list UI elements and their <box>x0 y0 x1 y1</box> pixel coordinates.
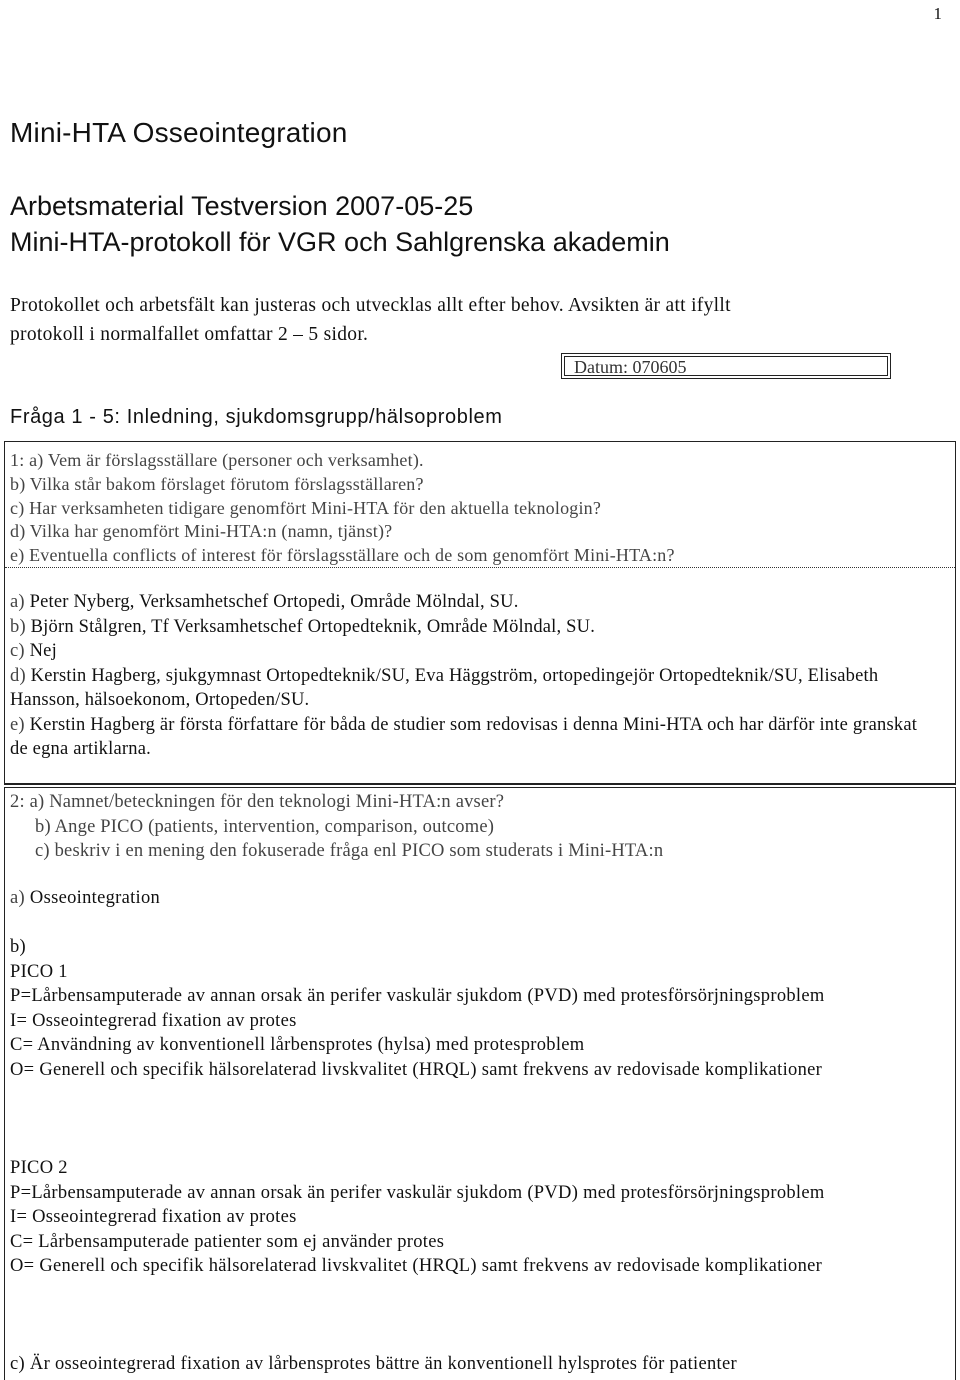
pico-1-population: P=Lårbensamputerade av annan orsak än perifer vaskulär sjukdom (PVD) med protesförsörjningsproblem <box>10 986 825 1006</box>
answer-1d-label: d) <box>10 665 26 686</box>
intro-line-2: protokoll i normalfallet omfattar 2 – 5 sidor. <box>10 324 369 345</box>
pico-1-intervention: I= Osseointegrerad fixation av protes <box>10 1010 297 1031</box>
pico-2-comparison: C= Lårbensamputerade patienter som ej använder protes <box>10 1231 445 1252</box>
answer-1b-label: b) <box>10 616 26 637</box>
answer-1b-text: Björn Stålgren, Tf Verksamhetschef Ortopedteknik, Område Mölndal, SU. <box>30 616 596 637</box>
document-subtitle-line2: Mini-HTA-protokoll för VGR och Sahlgrenska akademin <box>10 227 670 257</box>
pico-1-outcome: O= Generell och specifik hälsorelaterad livskvalitet (HRQL) samt frekvens av redovisade komplikationer <box>10 1059 823 1080</box>
answer-2c-label: c) <box>10 1354 25 1374</box>
question-2b: b) Ange PICO (patients, intervention, comparison, outcome) <box>35 816 495 837</box>
section-heading: Fråga 1 - 5: Inledning, sjukdomsgrupp/hälsoproblem <box>10 406 503 428</box>
pico-1-comparison: C= Användning av konventionell lårbensprotes (hylsa) med protesproblem <box>10 1035 585 1055</box>
answer-1c-label: c) <box>10 641 25 661</box>
question-2a: 2: a) Namnet/beteckningen för den teknologi Mini-HTA:n avser? <box>10 792 505 812</box>
pico-2-outcome: O= Generell och specifik hälsorelaterad livskvalitet (HRQL) samt frekvens av redovisade komplikationer <box>10 1256 823 1276</box>
question-2-prompt <box>10 790 663 864</box>
question-1d: d) Vilka har genomfört Mini-HTA:n (namn, tjänst)? <box>10 521 393 542</box>
question-2-table <box>4 787 956 1380</box>
question-1c: c) Har verksamheten tidigare genomfört Mini-HTA för den aktuella teknologin? <box>10 497 602 518</box>
question-1-prompt <box>10 449 675 568</box>
answer-1a-label: a) <box>10 592 25 612</box>
question-1b: b) Vilka står bakom förslaget förutom förslagsställaren? <box>10 473 424 494</box>
pico-1-heading: PICO 1 <box>10 961 68 982</box>
answer-1e-text: Kerstin Hagberg är första författare för båda de studier som redovisas i denna Mini-HTA och har därför inte granskat de egna artiklarna. <box>10 714 918 759</box>
answer-1a <box>10 590 930 615</box>
date-box <box>561 353 891 379</box>
answer-1e <box>10 713 930 762</box>
answer-2a-text: Osseointegration <box>29 888 161 908</box>
answer-1c <box>10 639 930 664</box>
pico-2-population: P=Lårbensamputerade av annan orsak än perifer vaskulär sjukdom (PVD) med protesförsörjningsproblem <box>10 1182 825 1203</box>
pico-2-heading: PICO 2 <box>10 1158 68 1178</box>
intro-line-1: Protokollet och arbetsfält kan justeras och utvecklas allt efter behov. Avsikten är att ifyllt <box>10 295 731 316</box>
answer-2a-label: a) <box>10 888 25 908</box>
pico-2 <box>10 1156 940 1279</box>
answer-1c-text: Nej <box>29 641 57 661</box>
question-1e: e) Eventuella conflicts of interest för förslagsställare och de som genomfört Mini-HTA:n? <box>10 545 675 566</box>
answer-1e-label: e) <box>10 714 25 735</box>
page-number: 1 <box>933 4 942 23</box>
document-subtitle-line1: Arbetsmaterial Testversion 2007-05-25 <box>10 191 474 221</box>
answer-2a <box>10 886 940 911</box>
date-label: Datum: 070605 <box>574 357 687 377</box>
answer-2b-label: b) <box>10 937 27 957</box>
intro-paragraph <box>10 291 930 349</box>
question-2c: c) beskriv i en mening den fokuserade fråga enl PICO som studerats i Mini-HTA:n <box>35 841 664 861</box>
question-1a: 1: a) Vem är förslagsställare (personer och verksamhet). <box>10 450 424 470</box>
answer-1d-text: Kerstin Hagberg, sjukgymnast Ortopedteknik/SU, Eva Häggström, ortopedingejör Ortopedteknik/SU, Elisabeth Hansson, hälsoekonom, Ortopeden/SU. <box>10 665 879 710</box>
answer-2c-text: Är osseointegrerad fixation av lårbensprotes bättre än konventionell hylsprotes för patienter <box>29 1354 737 1374</box>
document-title: Mini-HTA Osseointegration <box>10 117 348 148</box>
answer-2b <box>10 935 940 1082</box>
answer-1 <box>10 590 930 762</box>
answer-1d <box>10 664 930 713</box>
answer-2c <box>10 1352 940 1377</box>
pico-2-intervention: I= Osseointegrerad fixation av protes <box>10 1207 297 1227</box>
answer-1b <box>10 615 930 640</box>
answer-1a-text: Peter Nyberg, Verksamhetschef Ortopedi, Område Mölndal, SU. <box>29 592 519 612</box>
question-answer-divider <box>5 567 955 568</box>
question-1-table <box>4 441 956 785</box>
